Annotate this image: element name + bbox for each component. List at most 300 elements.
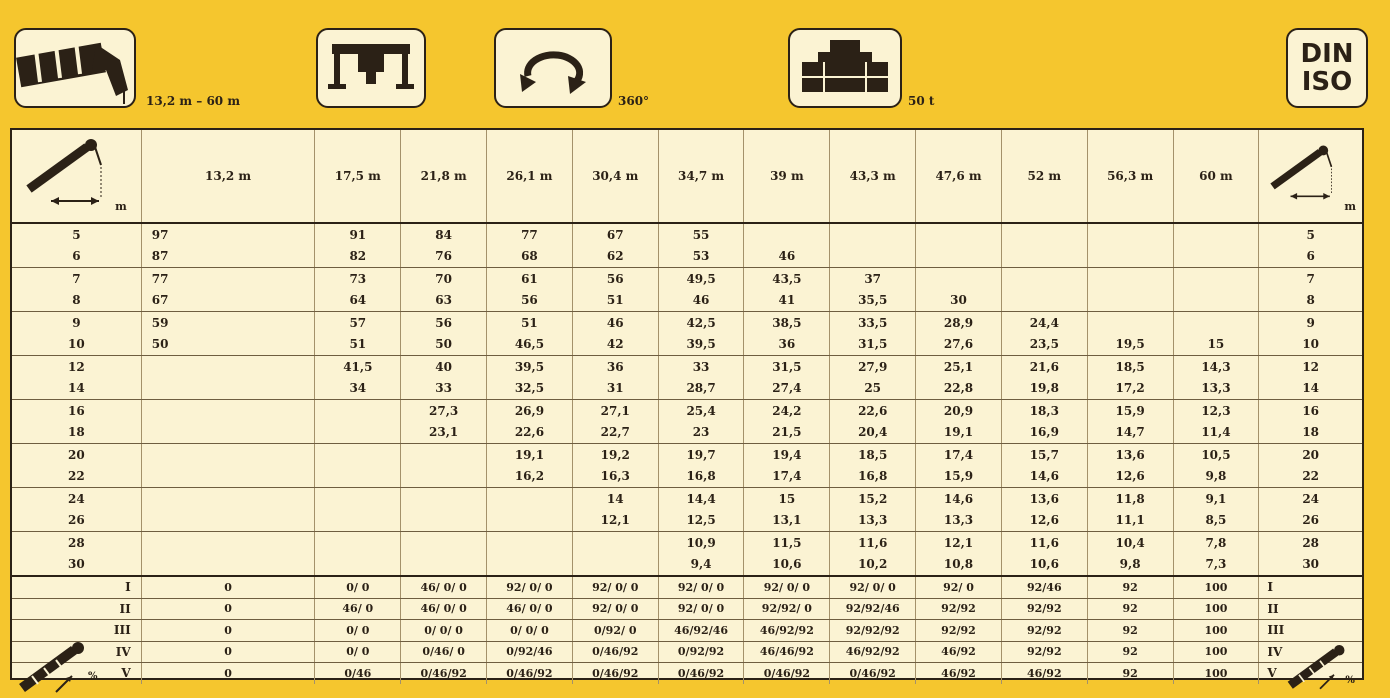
load-cell: 27,9 bbox=[830, 356, 916, 378]
telescoping-cell: 92/92 bbox=[916, 620, 1002, 642]
section-label: V bbox=[1267, 666, 1277, 681]
load-cell: 15 bbox=[1173, 334, 1259, 356]
iso-label: ISO bbox=[1301, 67, 1353, 97]
boom-length-col-4: 26,1 m bbox=[487, 130, 573, 223]
load-cell bbox=[1087, 268, 1173, 290]
telescoping-row bbox=[12, 663, 1362, 684]
load-cell: 40 bbox=[401, 356, 487, 378]
load-cell: 77 bbox=[487, 223, 573, 246]
load-cell bbox=[1173, 312, 1259, 334]
boom-length-col-7: 39 m bbox=[744, 130, 830, 223]
radius-cell: 16 bbox=[1302, 403, 1320, 418]
load-cell: 46,5 bbox=[487, 334, 573, 356]
load-cell bbox=[401, 488, 487, 510]
telescoping-cell: 46/ 0/ 0 bbox=[401, 598, 487, 620]
load-cell bbox=[487, 488, 573, 510]
load-cell bbox=[315, 510, 401, 532]
load-cell: 11,6 bbox=[830, 532, 916, 554]
load-cell: 22,6 bbox=[487, 422, 573, 444]
table-row bbox=[12, 334, 1362, 356]
telescoping-cell: 46/92/92 bbox=[744, 620, 830, 642]
load-cell: 19,7 bbox=[658, 444, 744, 466]
section-label: IV bbox=[115, 644, 131, 659]
load-cell bbox=[916, 246, 1002, 268]
load-cell bbox=[141, 400, 315, 422]
load-cell: 31,5 bbox=[744, 356, 830, 378]
load-cell: 33,5 bbox=[830, 312, 916, 334]
telescoping-cell: 92 bbox=[1087, 641, 1173, 663]
boom-radius-icon bbox=[1266, 135, 1356, 215]
boom-length-col-12: 60 m bbox=[1173, 130, 1259, 223]
telescoping-cell: 92 bbox=[1087, 620, 1173, 642]
telescoping-cell: 0/ 0 bbox=[315, 576, 401, 598]
load-cell: 19,1 bbox=[916, 422, 1002, 444]
load-cell: 27,6 bbox=[916, 334, 1002, 356]
load-cell: 33 bbox=[401, 378, 487, 400]
load-cell bbox=[315, 422, 401, 444]
telescoping-row bbox=[12, 641, 1362, 663]
radius-cell: 8 bbox=[1259, 290, 1362, 312]
load-cell bbox=[830, 223, 916, 246]
load-cell bbox=[141, 554, 315, 577]
load-cell bbox=[572, 554, 658, 577]
load-cell: 17,2 bbox=[1087, 378, 1173, 400]
load-cell: 18,5 bbox=[1087, 356, 1173, 378]
load-cell: 51 bbox=[487, 312, 573, 334]
load-cell: 73 bbox=[315, 268, 401, 290]
load-cell: 56 bbox=[572, 268, 658, 290]
load-cell bbox=[141, 378, 315, 400]
telescoping-cell: 92/ 0/ 0 bbox=[830, 576, 916, 598]
boom-length-col-9: 47,6 m bbox=[916, 130, 1002, 223]
boom-length-header bbox=[12, 130, 1362, 223]
load-cell: 49,5 bbox=[658, 268, 744, 290]
section-cell bbox=[12, 598, 141, 620]
load-cell: 15,9 bbox=[916, 466, 1002, 488]
table-row bbox=[12, 246, 1362, 268]
radius-cell: 22 bbox=[1259, 466, 1362, 488]
load-chart bbox=[10, 128, 1364, 686]
section-cell bbox=[1259, 576, 1362, 598]
boom-length-col-8: 43,3 m bbox=[830, 130, 916, 223]
load-cell: 42 bbox=[572, 334, 658, 356]
telescoping-cell: 92/ 0/ 0 bbox=[658, 576, 744, 598]
boom-length-col-6: 34,7 m bbox=[658, 130, 744, 223]
radius-cell: 28 bbox=[1302, 535, 1320, 550]
table-row bbox=[12, 223, 1362, 246]
load-cell: 46 bbox=[572, 312, 658, 334]
din-iso-badge bbox=[1286, 28, 1368, 108]
load-cell: 97 bbox=[141, 223, 315, 246]
radius-cell: 28 bbox=[12, 532, 141, 554]
section-label: I bbox=[1267, 580, 1273, 595]
section-cell bbox=[1259, 641, 1362, 686]
load-cell: 15 bbox=[744, 488, 830, 510]
telescoping-cell: 46/46/92 bbox=[744, 641, 830, 663]
telescoping-cell: 92/92/92 bbox=[830, 620, 916, 642]
load-cell: 46 bbox=[658, 290, 744, 312]
load-cell: 19,2 bbox=[572, 444, 658, 466]
load-cell bbox=[315, 444, 401, 466]
load-cell: 36 bbox=[572, 356, 658, 378]
load-cell bbox=[1173, 268, 1259, 290]
section-cell bbox=[12, 641, 141, 682]
load-table bbox=[12, 130, 1362, 684]
section-label: III bbox=[113, 623, 131, 638]
load-cell: 16,2 bbox=[487, 466, 573, 488]
telescoping-cell: 46/92/46 bbox=[658, 620, 744, 642]
load-cell: 27,1 bbox=[572, 400, 658, 422]
load-cell: 23,1 bbox=[401, 422, 487, 444]
load-cell: 28,7 bbox=[658, 378, 744, 400]
load-cell bbox=[401, 444, 487, 466]
load-cell: 13,6 bbox=[1087, 444, 1173, 466]
load-cell: 62 bbox=[572, 246, 658, 268]
telescoping-cell: 92 bbox=[1087, 576, 1173, 598]
load-cell: 14 bbox=[572, 488, 658, 510]
telescoping-cell: 92/92 bbox=[1001, 620, 1087, 642]
table-row bbox=[12, 312, 1362, 334]
load-cell: 14,4 bbox=[658, 488, 744, 510]
radius-cell: 16 bbox=[12, 400, 141, 422]
telescoping-cell: 0 bbox=[141, 598, 315, 620]
load-cell: 61 bbox=[487, 268, 573, 290]
telescoping-cell: 0/46/92 bbox=[487, 663, 573, 684]
load-cell bbox=[487, 510, 573, 532]
load-cell bbox=[401, 466, 487, 488]
telescoping-cell: 0 bbox=[141, 663, 315, 684]
radius-cell: 9 bbox=[1306, 315, 1315, 330]
radius-cell: 6 bbox=[1259, 246, 1362, 268]
load-cell: 55 bbox=[658, 223, 744, 246]
load-cell: 42,5 bbox=[658, 312, 744, 334]
load-cell: 27,3 bbox=[401, 400, 487, 422]
telescoping-cell: 92/ 0/ 0 bbox=[572, 598, 658, 620]
load-cell: 87 bbox=[141, 246, 315, 268]
load-cell: 17,4 bbox=[916, 444, 1002, 466]
load-cell: 11,4 bbox=[1173, 422, 1259, 444]
load-cell: 9,1 bbox=[1173, 488, 1259, 510]
load-cell bbox=[1001, 246, 1087, 268]
boom-length-range: 13,2 m – 60 m bbox=[146, 94, 241, 108]
load-cell: 41 bbox=[744, 290, 830, 312]
telescoping-cell: 92/ 0/ 0 bbox=[487, 576, 573, 598]
load-cell: 19,1 bbox=[487, 444, 573, 466]
load-cell bbox=[401, 532, 487, 554]
load-cell: 13,1 bbox=[744, 510, 830, 532]
telescoping-cell: 92/92/ 0 bbox=[744, 598, 830, 620]
boom-length-col-1: 13,2 m bbox=[141, 130, 315, 223]
load-cell: 76 bbox=[401, 246, 487, 268]
table-row bbox=[12, 290, 1362, 312]
load-cell bbox=[1173, 246, 1259, 268]
load-cell: 30 bbox=[916, 290, 1002, 312]
telescoping-cell: 92/ 0/ 0 bbox=[572, 576, 658, 598]
load-cell: 16,3 bbox=[572, 466, 658, 488]
telescoping-cell: 92/92 bbox=[1001, 598, 1087, 620]
load-cell bbox=[315, 554, 401, 577]
telescoping-cell: 0/46/92 bbox=[658, 663, 744, 684]
boom-length-col-10: 52 m bbox=[1001, 130, 1087, 223]
radius-cell: 8 bbox=[12, 290, 141, 312]
load-cell: 18,5 bbox=[830, 444, 916, 466]
load-cell bbox=[572, 532, 658, 554]
load-cell: 41,5 bbox=[315, 356, 401, 378]
load-cell: 14,6 bbox=[916, 488, 1002, 510]
slewing-angle: 360° bbox=[618, 94, 650, 108]
radius-cell: 24 bbox=[12, 488, 141, 510]
telescoping-cell: 0/46/92 bbox=[572, 663, 658, 684]
load-cell bbox=[141, 444, 315, 466]
load-cell bbox=[315, 466, 401, 488]
load-cell bbox=[1001, 223, 1087, 246]
load-cell: 10,2 bbox=[830, 554, 916, 577]
telescoping-cell: 0/ 0/ 0 bbox=[487, 620, 573, 642]
load-cell: 67 bbox=[572, 223, 658, 246]
load-cell: 10,4 bbox=[1087, 532, 1173, 554]
load-cell: 13,3 bbox=[916, 510, 1002, 532]
load-cell: 22,8 bbox=[916, 378, 1002, 400]
load-cell bbox=[1173, 223, 1259, 246]
telescoping-row bbox=[12, 576, 1362, 598]
slewing-rotation-icon bbox=[494, 28, 612, 108]
load-cell bbox=[141, 356, 315, 378]
radius-cell: 26 bbox=[12, 510, 141, 532]
telescoping-cell: 0 bbox=[141, 620, 315, 642]
load-cell bbox=[401, 554, 487, 577]
load-cell bbox=[141, 466, 315, 488]
load-cell: 15,7 bbox=[1001, 444, 1087, 466]
radius-cell: 5 bbox=[12, 223, 141, 246]
telescoping-cell: 100 bbox=[1173, 576, 1259, 598]
section-label: III bbox=[1267, 623, 1285, 638]
load-cell: 68 bbox=[487, 246, 573, 268]
load-cell: 43,5 bbox=[744, 268, 830, 290]
load-cell bbox=[1087, 246, 1173, 268]
radius-cell: 20 bbox=[1302, 447, 1320, 462]
section-label: II bbox=[119, 601, 131, 616]
load-cell: 25,4 bbox=[658, 400, 744, 422]
load-cell: 64 bbox=[315, 290, 401, 312]
load-cell bbox=[315, 532, 401, 554]
table-row bbox=[12, 510, 1362, 532]
load-cell bbox=[916, 223, 1002, 246]
load-cell: 12,1 bbox=[916, 532, 1002, 554]
telescoping-cell: 0 bbox=[141, 576, 315, 598]
load-cell: 31 bbox=[572, 378, 658, 400]
load-cell: 8,5 bbox=[1173, 510, 1259, 532]
table-row bbox=[12, 488, 1362, 510]
load-cell: 14,6 bbox=[1001, 466, 1087, 488]
boom-length-col-11: 56,3 m bbox=[1087, 130, 1173, 223]
radius-cell: 7 bbox=[12, 268, 141, 290]
load-cell: 13,3 bbox=[830, 510, 916, 532]
load-cell: 56 bbox=[401, 312, 487, 334]
telescoping-cell: 0/46/92 bbox=[744, 663, 830, 684]
counterweight-mass: 50 t bbox=[908, 94, 935, 108]
load-cell bbox=[401, 510, 487, 532]
table-row bbox=[12, 268, 1362, 290]
percent-unit-left: % bbox=[88, 670, 98, 682]
load-cell bbox=[141, 532, 315, 554]
telescoping-cell: 46/92/92 bbox=[830, 641, 916, 663]
section-label: V bbox=[121, 666, 131, 681]
telescoping-cell: 92/ 0 bbox=[916, 576, 1002, 598]
load-cell: 50 bbox=[401, 334, 487, 356]
telescoping-cell: 46/92 bbox=[916, 663, 1002, 684]
load-cell: 84 bbox=[401, 223, 487, 246]
load-cell bbox=[487, 532, 573, 554]
load-cell bbox=[1001, 268, 1087, 290]
load-cell: 36 bbox=[744, 334, 830, 356]
load-cell bbox=[1001, 290, 1087, 312]
load-cell: 26,9 bbox=[487, 400, 573, 422]
radius-cell: 24 bbox=[1302, 491, 1320, 506]
section-label: I bbox=[125, 580, 131, 595]
radius-unit-left: m bbox=[115, 200, 127, 213]
radius-cell: 12 bbox=[12, 356, 141, 378]
table-row bbox=[12, 378, 1362, 400]
telescoping-cell: 46/ 0/ 0 bbox=[401, 576, 487, 598]
telescoping-cell: 0 bbox=[141, 641, 315, 663]
load-cell: 59 bbox=[141, 312, 315, 334]
load-cell: 57 bbox=[315, 312, 401, 334]
din-label: DIN bbox=[1300, 39, 1354, 69]
load-cell: 27,4 bbox=[744, 378, 830, 400]
load-cell: 35,5 bbox=[830, 290, 916, 312]
counterweight-icon bbox=[788, 28, 902, 108]
boom-length-col-2: 17,5 m bbox=[315, 130, 401, 223]
load-cell: 32,5 bbox=[487, 378, 573, 400]
radius-cell: 10 bbox=[12, 334, 141, 356]
load-cell: 12,1 bbox=[572, 510, 658, 532]
load-cell: 22,7 bbox=[572, 422, 658, 444]
load-cell: 9,4 bbox=[658, 554, 744, 577]
load-cell: 14,3 bbox=[1173, 356, 1259, 378]
load-cell: 56 bbox=[487, 290, 573, 312]
load-cell: 7,3 bbox=[1173, 554, 1259, 577]
telescoping-cell: 0/ 0 bbox=[315, 620, 401, 642]
radius-header-right bbox=[1259, 130, 1362, 223]
telescoping-cell: 92/ 0/ 0 bbox=[658, 598, 744, 620]
table-row bbox=[12, 400, 1362, 422]
load-cell: 28,9 bbox=[916, 312, 1002, 334]
telescoping-row bbox=[12, 598, 1362, 620]
load-cell: 22,6 bbox=[830, 400, 916, 422]
telescoping-cell: 0/46/92 bbox=[401, 663, 487, 684]
radius-cell: 5 bbox=[1259, 223, 1362, 246]
load-cell: 16,8 bbox=[658, 466, 744, 488]
load-cell bbox=[487, 554, 573, 577]
load-cell bbox=[141, 422, 315, 444]
load-cell bbox=[315, 488, 401, 510]
telescoping-cell: 92/92 bbox=[916, 598, 1002, 620]
telescoping-cell: 92/46 bbox=[1001, 576, 1087, 598]
load-cell: 25 bbox=[830, 378, 916, 400]
telescoping-cell: 100 bbox=[1173, 598, 1259, 620]
radius-cell: 12 bbox=[1302, 359, 1320, 374]
telescoping-cell: 100 bbox=[1173, 663, 1259, 684]
load-cell: 53 bbox=[658, 246, 744, 268]
load-cell bbox=[744, 223, 830, 246]
load-cell: 11,8 bbox=[1087, 488, 1173, 510]
load-cell: 82 bbox=[315, 246, 401, 268]
load-cell: 91 bbox=[315, 223, 401, 246]
telescoping-cell: 46/92 bbox=[1001, 663, 1087, 684]
table-row bbox=[12, 466, 1362, 488]
telescoping-cell: 92/ 0/ 0 bbox=[744, 576, 830, 598]
load-cell: 7,8 bbox=[1173, 532, 1259, 554]
radius-cell: 26 bbox=[1259, 510, 1362, 532]
load-cell: 37 bbox=[830, 268, 916, 290]
load-cell: 16,8 bbox=[830, 466, 916, 488]
load-cell bbox=[1087, 312, 1173, 334]
telescoping-cell: 92/92 bbox=[1001, 641, 1087, 663]
load-cell: 34 bbox=[315, 378, 401, 400]
telescoping-row bbox=[12, 620, 1362, 642]
load-cell bbox=[1173, 290, 1259, 312]
telescoping-cell: 46/92 bbox=[916, 641, 1002, 663]
load-rows bbox=[12, 223, 1362, 576]
load-cell: 12,6 bbox=[1087, 466, 1173, 488]
load-cell: 12,6 bbox=[1001, 510, 1087, 532]
load-cell: 20,4 bbox=[830, 422, 916, 444]
load-cell: 18,3 bbox=[1001, 400, 1087, 422]
boom-length-col-5: 30,4 m bbox=[572, 130, 658, 223]
telescoping-cell: 0/92/ 0 bbox=[572, 620, 658, 642]
table-row bbox=[12, 554, 1362, 577]
load-cell: 51 bbox=[572, 290, 658, 312]
load-cell: 20,9 bbox=[916, 400, 1002, 422]
load-cell: 63 bbox=[401, 290, 487, 312]
load-cell: 16,9 bbox=[1001, 422, 1087, 444]
load-cell: 9,8 bbox=[1087, 554, 1173, 577]
table-row bbox=[12, 356, 1362, 378]
load-cell: 13,6 bbox=[1001, 488, 1087, 510]
load-cell: 17,4 bbox=[744, 466, 830, 488]
radius-cell: 22 bbox=[12, 466, 141, 488]
load-cell: 38,5 bbox=[744, 312, 830, 334]
telescoping-boom-icon bbox=[1285, 636, 1355, 698]
telescoping-cell: 100 bbox=[1173, 641, 1259, 663]
telescoping-cell: 0/ 0 bbox=[315, 641, 401, 663]
radius-cell: 6 bbox=[12, 246, 141, 268]
telescoping-cell: 0/46 bbox=[315, 663, 401, 684]
load-cell: 19,8 bbox=[1001, 378, 1087, 400]
load-cell: 14,7 bbox=[1087, 422, 1173, 444]
radius-cell: 10 bbox=[1259, 334, 1362, 356]
telescoping-cell: 46/ 0 bbox=[315, 598, 401, 620]
table-row bbox=[12, 532, 1362, 554]
radius-header-left bbox=[12, 130, 141, 223]
load-cell: 11,5 bbox=[744, 532, 830, 554]
telescoping-cell: 92 bbox=[1087, 663, 1173, 684]
load-cell: 31,5 bbox=[830, 334, 916, 356]
load-cell: 33 bbox=[658, 356, 744, 378]
section-cell bbox=[12, 576, 141, 598]
load-cell bbox=[830, 246, 916, 268]
telescoping-cell: 0/ 0/ 0 bbox=[401, 620, 487, 642]
telescopic-boom-icon bbox=[14, 28, 136, 108]
load-cell bbox=[1087, 223, 1173, 246]
load-cell: 21,6 bbox=[1001, 356, 1087, 378]
outriggers-icon bbox=[316, 28, 426, 108]
load-cell: 11,6 bbox=[1001, 532, 1087, 554]
load-cell: 10,6 bbox=[744, 554, 830, 577]
radius-cell: 18 bbox=[12, 422, 141, 444]
telescoping-cell: 92/92/46 bbox=[830, 598, 916, 620]
section-label: II bbox=[1267, 601, 1279, 616]
